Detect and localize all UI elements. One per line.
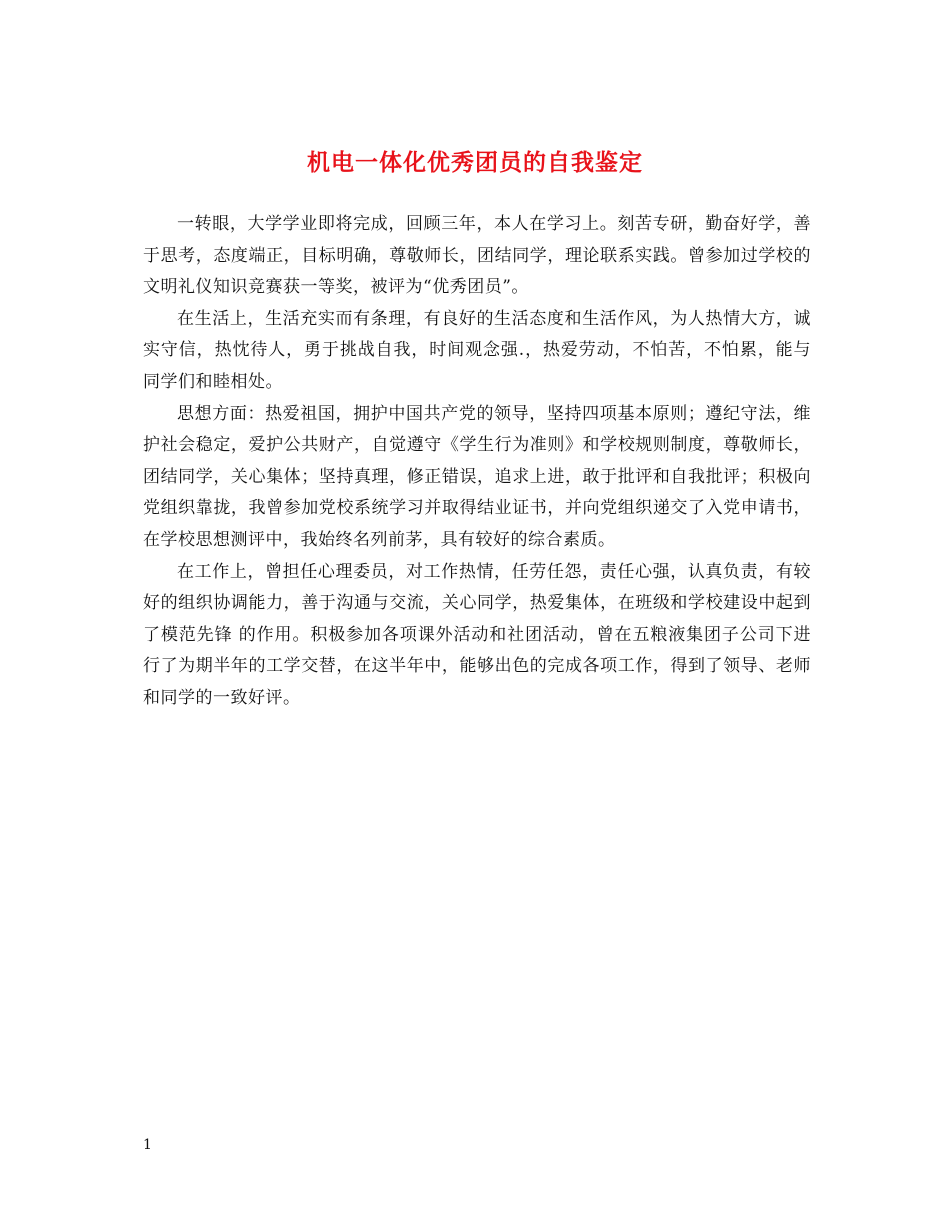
paragraph-life: 在生活上，生活充实而有条理，有良好的生活态度和生活作风，为人热情大方，诚实守信，热忱待人，勇于挑战自我，时间观念强.，热爱劳动，不怕苦，不怕累，能与同学们和睦相处。 bbox=[143, 308, 811, 392]
document-body bbox=[143, 209, 811, 715]
paragraph-thought: 思想方面：热爱祖国，拥护中国共产党的领导，坚持四项基本原则；遵纪守法，维护社会稳定，爱护公共财产，自觉遵守《学生行为准则》和学校规则制度，尊敬师长，团结同学，关心集体；坚持真理，修正错误，追求上进，敢于批评和自我批评；积极向党组织靠拢，我曾参加党校系统学习并取得结业证书，并向党组织递交了入党申请书，在学校思想测评中，我始终名列前茅，具有较好的综合素质。 bbox=[143, 403, 811, 550]
paragraph-study: 一转眼，大学学业即将完成，回顾三年，本人在学习上。刻苦专研，勤奋好学，善于思考，态度端正，目标明确，尊敬师长，团结同学，理论联系实践。曾参加过学校的文明礼仪知识竞赛获一等奖，被评为“优秀团员”。 bbox=[143, 214, 811, 298]
paragraph-work: 在工作上，曾担任心理委员，对工作热情，任劳任怨，责任心强，认真负责，有较好的组织协调能力，善于沟通与交流，关心同学，热爱集体，在班级和学校建设中起到了模范先锋 的作用。积极参加各项课外活动和社团活动，曾在五粮液集团子公司下进行了为期半年的工学交替，在这半年中，能够出色的完成各项工作，得到了领导、老师和同学的一致好评。 bbox=[143, 561, 811, 708]
document-title: 机电一体化优秀团员的自我鉴定 bbox=[307, 149, 643, 177]
page-number: 1 bbox=[143, 1137, 152, 1153]
